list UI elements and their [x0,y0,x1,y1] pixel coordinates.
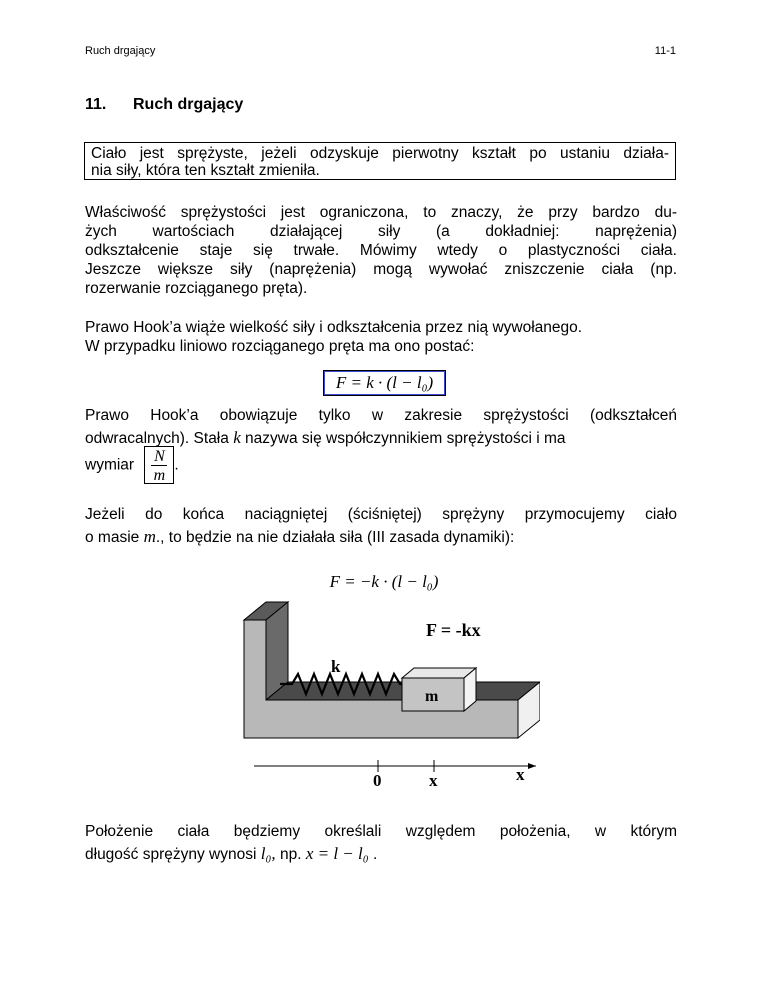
paragraph-line: Jeżeli do końca naciągniętej (ściśniętej) sprężyny przymocujemy ciało [85,506,677,523]
paragraph-line: odkształcenie staje się trwałe. Mówimy wtedy o plastyczności ciała. [85,242,677,259]
axis-label: x [516,765,525,784]
restoring-force-equation: F = −k · (l − l₀) [329,572,439,591]
text-run: nazywa się współczynnikiem sprężystości i ma [240,430,566,447]
hooke-equation: F = k · (l − l₀) [335,373,434,392]
paragraph-line: Prawo Hook’a wiąże wielkość siły i odkształcenia przez nią wywołanego. [85,319,583,336]
text-run: ., to będzie na nie działała siła (III zasada dynamiki): [155,529,515,546]
text-run: . [368,846,378,863]
paragraph-elasticity [85,203,677,298]
paragraph-mass-force [85,504,677,549]
section-number: 11. [85,96,107,113]
unit-numerator: N [154,448,165,465]
paragraph-line: Położenie ciała będziemy określali względem położenia, w którym [85,823,677,840]
unit-bracket [144,446,174,484]
x-axis-arrow [528,763,536,769]
paragraph-validity [85,405,677,450]
paragraph-position [85,821,677,866]
force-label: F = -kx [426,620,481,640]
paragraph-line [85,843,677,866]
hooke-equation-box [323,370,446,396]
text-run: o masie [85,529,144,546]
paragraph-line: Właściwość sprężystości jest ograniczona, to znaczy, że przy bardzo du- [85,204,677,221]
section-title-text: Ruch drgający [133,96,244,113]
position-mark-label: x [429,771,438,790]
symbol-m: m [143,527,156,546]
mass-top-face [402,668,476,678]
page-number: 11-1 [654,45,676,57]
period: . [174,456,179,474]
paragraph-hooke-law [85,318,677,356]
definition-box [84,142,676,180]
wymiar-label: wymiar [85,456,135,474]
paragraph-line: rozerwanie rozciąganego pręta). [85,280,308,297]
symbol-l0: l₀, [260,844,276,863]
position-equation: x = l − l₀ [305,844,369,863]
paragraph-line: W przypadku liniowo rozciąganego pręta ma ono postać: [85,338,475,355]
paragraph-line: żych wartościach działającej siły (a dokładniej: naprężenia) [85,223,677,240]
paragraph-line: Prawo Hook’a obowiązuje tylko w zakresie sprężystości (odkształceń [85,407,677,424]
definition-line-1: Ciało jest sprężyste, jeżeli odzyskuje pierwotny kształt po ustaniu działa- [91,145,669,162]
text-run: np. [275,846,306,863]
mass-label: m [425,688,439,705]
spring-mass-figure [240,598,540,798]
running-header-left: Ruch drgający [85,45,156,57]
symbol-k: k [233,428,241,447]
paragraph-line [85,526,677,549]
definition-line-2: nia siły, która ten kształt zmieniła. [91,162,320,179]
text-run: odwracalnych). Stała [85,430,234,447]
spring-constant-label: k [331,657,341,676]
paragraph-line: Jeszcze większe siły (naprężenia) mogą wywołać zniszczenie ciała (np. [85,261,677,278]
origin-label: 0 [373,771,382,790]
section-title [85,96,243,114]
text-run: długość sprężyny wynosi [85,846,261,863]
unit-denominator: m [153,467,166,484]
unit-dimension-line [85,446,179,484]
